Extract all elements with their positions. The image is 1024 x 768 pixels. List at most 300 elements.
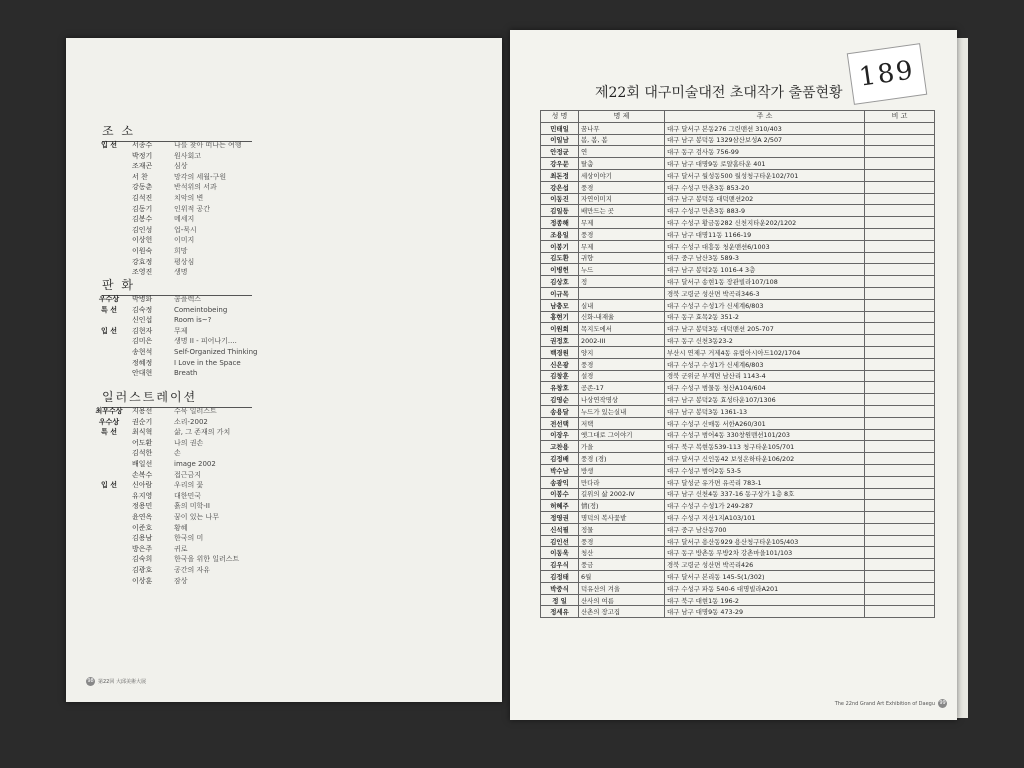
award-category: [86, 172, 132, 183]
address: 대구 수성구 지산1지A103/101: [665, 512, 865, 524]
work-title: 연: [579, 146, 665, 158]
table-row: [541, 134, 935, 146]
award-category: [86, 438, 132, 449]
table-row: [541, 476, 935, 488]
note: [865, 264, 935, 276]
work-title: 한국의 미: [174, 534, 204, 543]
list-item: [86, 336, 276, 347]
table-row: [541, 193, 935, 205]
table-row: [541, 370, 935, 382]
list-item: [86, 448, 276, 459]
work-title: 풍경: [579, 228, 665, 240]
award-category: 입 선: [101, 481, 117, 490]
note: [865, 512, 935, 524]
artist-name: 이원희: [541, 323, 579, 335]
note: [865, 370, 935, 382]
note: [865, 299, 935, 311]
table-row: [541, 594, 935, 606]
note: [865, 181, 935, 193]
header-note: 비 고: [865, 111, 935, 123]
work-title: 귀향: [579, 252, 665, 264]
artist-name: 김도환: [541, 252, 579, 264]
address: 경북 고령군 성산면 박곡리346-3: [665, 287, 865, 299]
list-item: [86, 257, 276, 268]
address: 대구 수성구 범어4동 330창원맨션101/203: [665, 429, 865, 441]
work-title: 양지: [579, 346, 665, 358]
note: [865, 594, 935, 606]
award-category: [86, 459, 132, 470]
note: [865, 205, 935, 217]
artist-name: 최돈정: [541, 169, 579, 181]
table-row: [541, 158, 935, 170]
work-title: 업-묵시: [174, 225, 197, 234]
award-category: 우수상: [98, 417, 120, 426]
table-row: [541, 441, 935, 453]
list-item: [86, 480, 276, 491]
list-item: [86, 544, 276, 555]
address: 대구 동구 신천3동23-2: [665, 335, 865, 347]
list-item: [86, 246, 276, 257]
note: [865, 523, 935, 535]
work-title: image 2002: [174, 459, 216, 468]
artist-name: 이병헌: [541, 264, 579, 276]
note: [865, 500, 935, 512]
list-item: [86, 305, 276, 316]
table-row: [541, 323, 935, 335]
artist-name: 이장우: [541, 429, 579, 441]
note: [865, 417, 935, 429]
table-row: [541, 382, 935, 394]
work-title: 삶, 그 존재의 가치: [174, 428, 231, 437]
table-row: [541, 429, 935, 441]
note: [865, 441, 935, 453]
list-item: [86, 438, 276, 449]
table-row: [541, 217, 935, 229]
address: 대구 달서구 용산동929 용산청구타운105/403: [665, 535, 865, 547]
table-row: [541, 559, 935, 571]
note: [865, 228, 935, 240]
artist-name: 권순기: [132, 417, 153, 426]
award-category: [86, 193, 132, 204]
award-category: [86, 257, 132, 268]
table-row: [541, 276, 935, 288]
artist-name: 전선택: [541, 417, 579, 429]
table-row: [541, 571, 935, 583]
address: 대구 수성구 수성1가 249-287: [665, 500, 865, 512]
award-category: [86, 182, 132, 193]
work-title: 메세지: [174, 215, 195, 224]
page-tag-label: 189: [847, 43, 928, 105]
award-list: [86, 294, 276, 379]
artist-name: 정영권: [541, 512, 579, 524]
work-title: 풍경: [579, 535, 665, 547]
artist-name: 정세유: [541, 606, 579, 618]
work-title: 반석위의 서과: [174, 183, 217, 192]
note: [865, 240, 935, 252]
note: [865, 287, 935, 299]
award-category: [86, 235, 132, 246]
artist-name: 김인선: [541, 535, 579, 547]
artist-name: 정혜정: [132, 358, 153, 367]
work-title: 생명 II - 피어나기....: [174, 337, 237, 346]
table-row: [541, 346, 935, 358]
artist-name: 박정기: [132, 151, 153, 160]
artist-name: 김미은: [132, 337, 153, 346]
award-category: [86, 204, 132, 215]
work-title: 무제: [579, 240, 665, 252]
address: 대구 남구 봉덕3동 대덕맨션 205-707: [665, 323, 865, 335]
note: [865, 169, 935, 181]
artist-name: 김용남: [132, 534, 153, 543]
address: 대구 남구 봉덕동 대덕맨션202: [665, 193, 865, 205]
table-row: [541, 547, 935, 559]
table-row: [541, 417, 935, 429]
work-title: 꿈나무: [579, 122, 665, 134]
award-category: 특 선: [101, 428, 117, 437]
artist-name: 김석한: [132, 449, 153, 458]
table-row: [541, 146, 935, 158]
address: 대구 남구 봉덕2동 1016-4 3층: [665, 264, 865, 276]
award-category: 입 선: [101, 326, 117, 335]
award-list: [86, 406, 276, 586]
work-title: 2002-III: [579, 335, 665, 347]
list-item: [86, 533, 276, 544]
note: [865, 488, 935, 500]
artist-name: 안정균: [541, 146, 579, 158]
artist-name: 김숙정: [132, 305, 153, 314]
artist-name: 이상헌: [132, 236, 153, 245]
artist-name: 강우문: [541, 158, 579, 170]
work-title: 꿈이 있는 나무: [174, 512, 220, 521]
right-footer: [835, 699, 947, 708]
artist-name: 김영순: [541, 394, 579, 406]
work-title: 우리의 꽃: [174, 481, 204, 490]
address: 대구 달성군 유가면 유곡리 783-1: [665, 476, 865, 488]
section-title: 조 소: [102, 122, 252, 142]
table-row: [541, 488, 935, 500]
artist-name: 정 일: [541, 594, 579, 606]
note: [865, 476, 935, 488]
artist-name: 송용달: [541, 405, 579, 417]
artist-name: 김광호: [132, 565, 153, 574]
work-title: 누드: [579, 264, 665, 276]
artist-name: 김봉수: [132, 215, 153, 224]
address: 경북 군위군 부계면 남산리 1143-4: [665, 370, 865, 382]
header-name: 성 명: [541, 111, 579, 123]
list-item: [86, 294, 276, 305]
award-category: [86, 225, 132, 236]
artist-name: 홍현기: [541, 311, 579, 323]
work-title: 옛그대로 그이야기: [579, 429, 665, 441]
table-row: [541, 394, 935, 406]
document-title: 제22회 대구미술대전 초대작가 출품현황: [595, 85, 843, 101]
artist-name: 박병화: [132, 295, 153, 303]
work-title: Comeintobeing: [174, 305, 228, 314]
artist-name: 강효정: [132, 257, 153, 266]
work-title: 심상: [174, 162, 188, 171]
award-list: [86, 140, 276, 278]
list-item: [86, 347, 276, 358]
note: [865, 582, 935, 594]
table-row: [541, 240, 935, 252]
artist-name: 이규목: [541, 287, 579, 299]
address: 대구 북구 복현동539-113 청구타운105/701: [665, 441, 865, 453]
award-category: [86, 512, 132, 523]
table-row: [541, 287, 935, 299]
work-title: 만다라: [579, 476, 665, 488]
work-title: 가을: [579, 441, 665, 453]
work-title: 저택: [579, 417, 665, 429]
note: [865, 535, 935, 547]
work-title: 무제: [174, 326, 188, 335]
work-title: 수묵 일러스트: [174, 407, 217, 415]
left-footer: [86, 677, 146, 686]
work-title: 망각의 세월-구원: [174, 172, 227, 181]
artist-name: 고찬용: [541, 441, 579, 453]
artist-name: 최식혁: [132, 428, 153, 437]
work-title: 산사의 여름: [579, 594, 665, 606]
artist-name: 이봉수: [541, 488, 579, 500]
artist-name: 조재곤: [132, 162, 153, 171]
work-title: 치악의 변: [174, 193, 204, 202]
work-title: 세상이야기: [579, 169, 665, 181]
left-footer-text: 第22回 大邱美術大展: [98, 679, 146, 685]
work-title: 길위의 삶 2002-IV: [579, 488, 665, 500]
artist-name: 김숙희: [132, 555, 153, 564]
table-header: [541, 111, 935, 123]
artist-name: 권정호: [541, 335, 579, 347]
list-item: [86, 459, 276, 470]
work-title: 원사회고: [174, 151, 202, 160]
work-title: 콤플렉스: [174, 295, 202, 303]
award-category: [86, 470, 132, 481]
artist-name: 지용선: [132, 407, 153, 415]
table-row: [541, 228, 935, 240]
address: 대구 수성구 대흥동 청운맨션6/1003: [665, 240, 865, 252]
address: 대구 수성구 황금동282 신천지타운202/1202: [665, 217, 865, 229]
address: 대구 달서구 본리동 145-5(1/302): [665, 571, 865, 583]
work-title: 산촌의 장고집: [579, 606, 665, 618]
note: [865, 311, 935, 323]
award-category: [86, 565, 132, 576]
note: [865, 405, 935, 417]
work-title: 접근금지: [174, 470, 202, 479]
list-item: [86, 470, 276, 481]
note: [865, 134, 935, 146]
artist-name: 신아람: [132, 481, 153, 490]
note: [865, 276, 935, 288]
table-row: [541, 606, 935, 618]
artist-name: 박수남: [541, 464, 579, 476]
work-title: 탈춤: [579, 158, 665, 170]
artist-name: 강동춘: [132, 183, 153, 192]
work-title: 무제: [579, 217, 665, 229]
work-title: 방생: [579, 464, 665, 476]
artist-name: 이동진: [541, 193, 579, 205]
table-row: [541, 582, 935, 594]
artist-name: 조영진: [132, 268, 153, 277]
list-item: [86, 214, 276, 225]
award-category: [86, 544, 132, 555]
list-item: [86, 523, 276, 534]
page-number-left: 98: [87, 678, 94, 684]
table-row: [541, 122, 935, 134]
work-title: 실내: [579, 299, 665, 311]
artist-name: 신석필: [541, 523, 579, 535]
list-item: [86, 358, 276, 369]
list-item: [86, 172, 276, 183]
work-title: 누드가 있는실내: [579, 405, 665, 417]
address: 대구 수성구 신매동 서한A260/301: [665, 417, 865, 429]
artist-name: 김정태: [541, 571, 579, 583]
address: 대구 수성구 범물동 청산A104/604: [665, 382, 865, 394]
note: [865, 559, 935, 571]
award-category: [86, 576, 132, 587]
address: 대구 남구 봉덕2동 효성타운107/1306: [665, 394, 865, 406]
note: [865, 346, 935, 358]
address: 대구 중구 남산3동 589-3: [665, 252, 865, 264]
address: 대구 수성구 만촌3동 883-9: [665, 205, 865, 217]
work-title: 풍경: [579, 181, 665, 193]
table-row: [541, 523, 935, 535]
right-footer-text: The 22nd Grand Art Exhibition of Daegu: [834, 700, 935, 707]
table-row: [541, 500, 935, 512]
work-title: 한국을 위한 일러스트: [174, 555, 240, 564]
address: 대구 수성구 수성1가 신세계6/803: [665, 358, 865, 370]
list-item: [86, 151, 276, 162]
list-item: [86, 182, 276, 193]
note: [865, 323, 935, 335]
table-row: [541, 299, 935, 311]
artist-name: 송현석: [132, 347, 153, 356]
work-title: [579, 287, 665, 299]
table-row: [541, 335, 935, 347]
list-item: [86, 235, 276, 246]
table-row: [541, 405, 935, 417]
artist-name: 이일남: [541, 134, 579, 146]
address: 대구 남구 대명9동 로얄홈타운 401: [665, 158, 865, 170]
artist-name: 김인성: [132, 225, 153, 234]
award-category: [86, 554, 132, 565]
note: [865, 158, 935, 170]
work-title: 소리-2002: [174, 417, 208, 426]
section-title: 일러스트레이션: [102, 388, 252, 408]
artist-name: 유창호: [541, 382, 579, 394]
table-row: [541, 311, 935, 323]
section-title: 판 화: [102, 276, 252, 296]
work-title: 공존-17: [579, 382, 665, 394]
note: [865, 394, 935, 406]
artist-name: 김석진: [132, 193, 153, 202]
work-title: 명덕의 복사꽃밭: [579, 512, 665, 524]
work-title: 흙의 미학-II: [174, 502, 210, 511]
list-item: [86, 512, 276, 523]
list-item: [86, 140, 276, 151]
address: 대구 달서구 본동276 그린맨션 310/403: [665, 122, 865, 134]
artist-name: 박중식: [541, 582, 579, 594]
artist-name: 백경원: [541, 346, 579, 358]
artist-name: 유지영: [132, 491, 153, 500]
work-title: 6월: [579, 571, 665, 583]
note: [865, 606, 935, 618]
list-item: [86, 315, 276, 326]
address: 대구 수성구 범어2동 53-5: [665, 464, 865, 476]
list-item: [86, 576, 276, 587]
artist-name: 이상훈: [132, 576, 153, 585]
table-row: [541, 535, 935, 547]
artist-name: 방은주: [132, 544, 153, 553]
list-item: [86, 368, 276, 379]
artist-name: 허혜주: [541, 500, 579, 512]
work-title: 풍경: [579, 358, 665, 370]
artist-name: 김상호: [541, 276, 579, 288]
list-item: [86, 491, 276, 502]
note: [865, 217, 935, 229]
table-row: [541, 464, 935, 476]
note: [865, 382, 935, 394]
list-item: [86, 225, 276, 236]
artist-name: 남충모: [541, 299, 579, 311]
artist-name: 김일등: [541, 205, 579, 217]
work-title: 인위적 공간: [174, 204, 211, 213]
artist-name: 정종해: [541, 217, 579, 229]
artist-name: 이동욱: [541, 547, 579, 559]
artist-name: 손복수: [132, 470, 153, 479]
address: 대구 동구 방촌동 무방2차 강촌마을101/103: [665, 547, 865, 559]
work-title: 나상연작명상: [579, 394, 665, 406]
work-title: Self-Organized Thinking: [174, 347, 258, 356]
address: 대구 달서구 월성동500 월성청구타운102/701: [665, 169, 865, 181]
list-item: [86, 417, 276, 428]
list-item: [86, 406, 276, 417]
artist-name: 조용일: [541, 228, 579, 240]
note: [865, 453, 935, 465]
artist-name: 김우식: [541, 559, 579, 571]
artist-name: 강은섭: [541, 181, 579, 193]
note: [865, 335, 935, 347]
artist-name: 정용민: [132, 502, 153, 511]
header-address: 주 소: [665, 111, 865, 123]
table-row: [541, 358, 935, 370]
artist-name: 김현자: [132, 326, 153, 335]
artist-name: 서 찬: [132, 172, 148, 181]
award-category: [86, 214, 132, 225]
work-title: 정: [579, 276, 665, 288]
artist-name: 윤연옥: [132, 512, 153, 521]
list-item: [86, 161, 276, 172]
note: [865, 464, 935, 476]
artist-name: 이준호: [132, 523, 153, 532]
work-title: 잠상: [174, 576, 188, 585]
work-title: 공간의 자유: [174, 565, 211, 574]
award-category: 입 선: [101, 141, 117, 149]
address: 대구 남구 봉덕3동 1361-13: [665, 405, 865, 417]
list-item: [86, 501, 276, 512]
table-row: [541, 169, 935, 181]
table-row: [541, 205, 935, 217]
artist-name: 김동기: [132, 204, 153, 213]
note: [865, 547, 935, 559]
address: 부산시 연제구 거제4동 유림아시아드102/1704: [665, 346, 865, 358]
work-title: 덕유산의 겨울: [579, 582, 665, 594]
award-category: 우수상: [98, 295, 120, 303]
right-page: [510, 30, 957, 720]
work-title: 설경: [579, 370, 665, 382]
award-category: [86, 161, 132, 172]
note: [865, 122, 935, 134]
artist-name: 안대현: [132, 369, 153, 378]
artist-name: 서종수: [132, 141, 153, 149]
